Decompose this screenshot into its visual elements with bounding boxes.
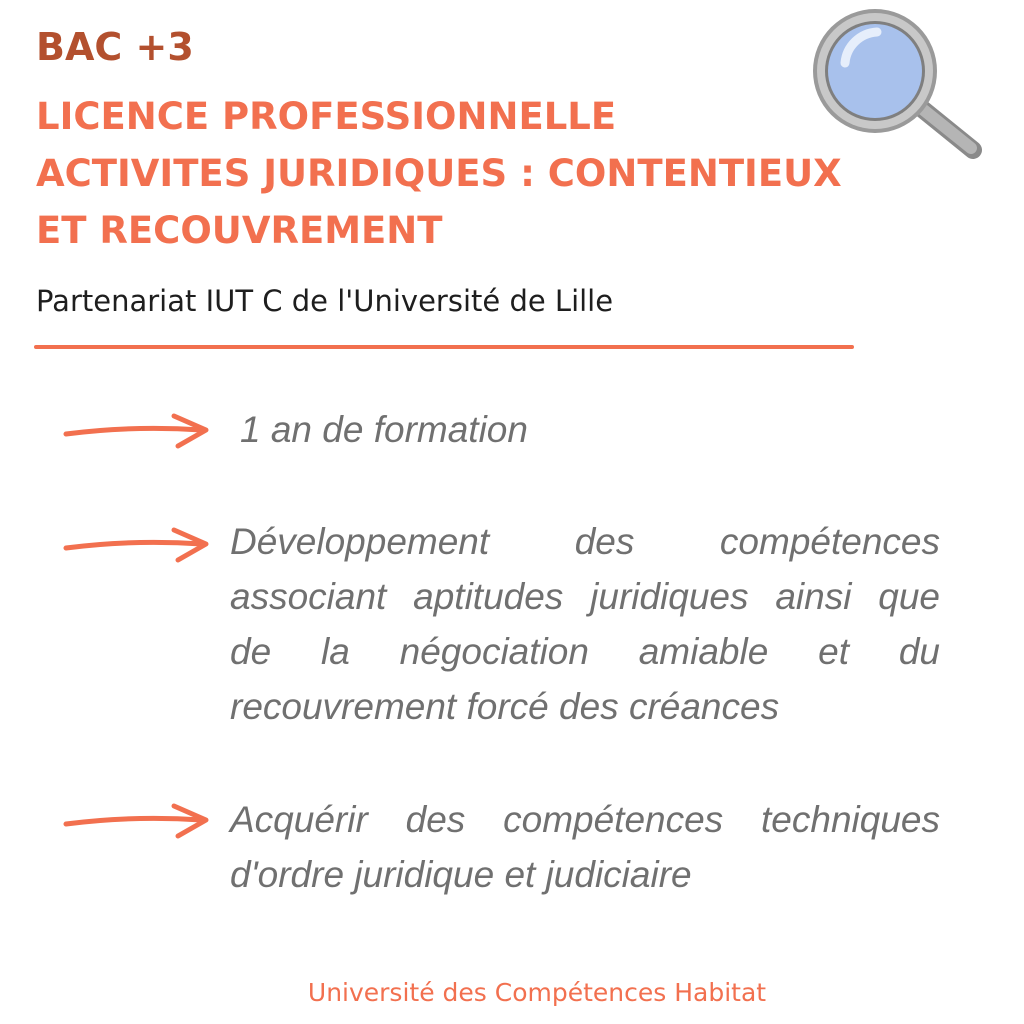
list-item-line: recouvrement forcé des créances	[230, 686, 780, 727]
program-title	[36, 88, 936, 259]
list-item-line: de la négociation amiable et du	[230, 631, 940, 672]
list-item-line: Acquérir des compétences techniques	[230, 799, 940, 840]
list-item-line: Développement des compétences	[230, 521, 940, 562]
program-title-line: LICENCE PROFESSIONNELLE	[36, 95, 617, 138]
partnership-subtitle: Partenariat IUT C de l'Université de Lille	[36, 284, 614, 318]
divider	[34, 345, 854, 349]
footer-organization: Université des Compétences Habitat	[307, 978, 767, 1007]
list-item	[240, 402, 940, 457]
list-item-line: d'ordre juridique et judiciaire	[230, 854, 692, 895]
list-item	[230, 792, 940, 902]
list-item-text: 1 an de formation	[240, 409, 528, 450]
program-title-line: ET RECOUVREMENT	[36, 209, 443, 252]
magnifying-glass-icon	[805, 8, 990, 168]
program-title-line: ACTIVITES JURIDIQUES : CONTENTIEUX	[36, 152, 842, 195]
list-item-line: associant aptitudes juridiques ainsi que	[230, 576, 940, 617]
arrow-right-icon	[62, 410, 214, 450]
list-item	[230, 514, 940, 734]
arrow-right-icon	[62, 800, 214, 840]
arrow-right-icon	[62, 524, 214, 564]
degree-level: BAC +3	[36, 25, 194, 69]
